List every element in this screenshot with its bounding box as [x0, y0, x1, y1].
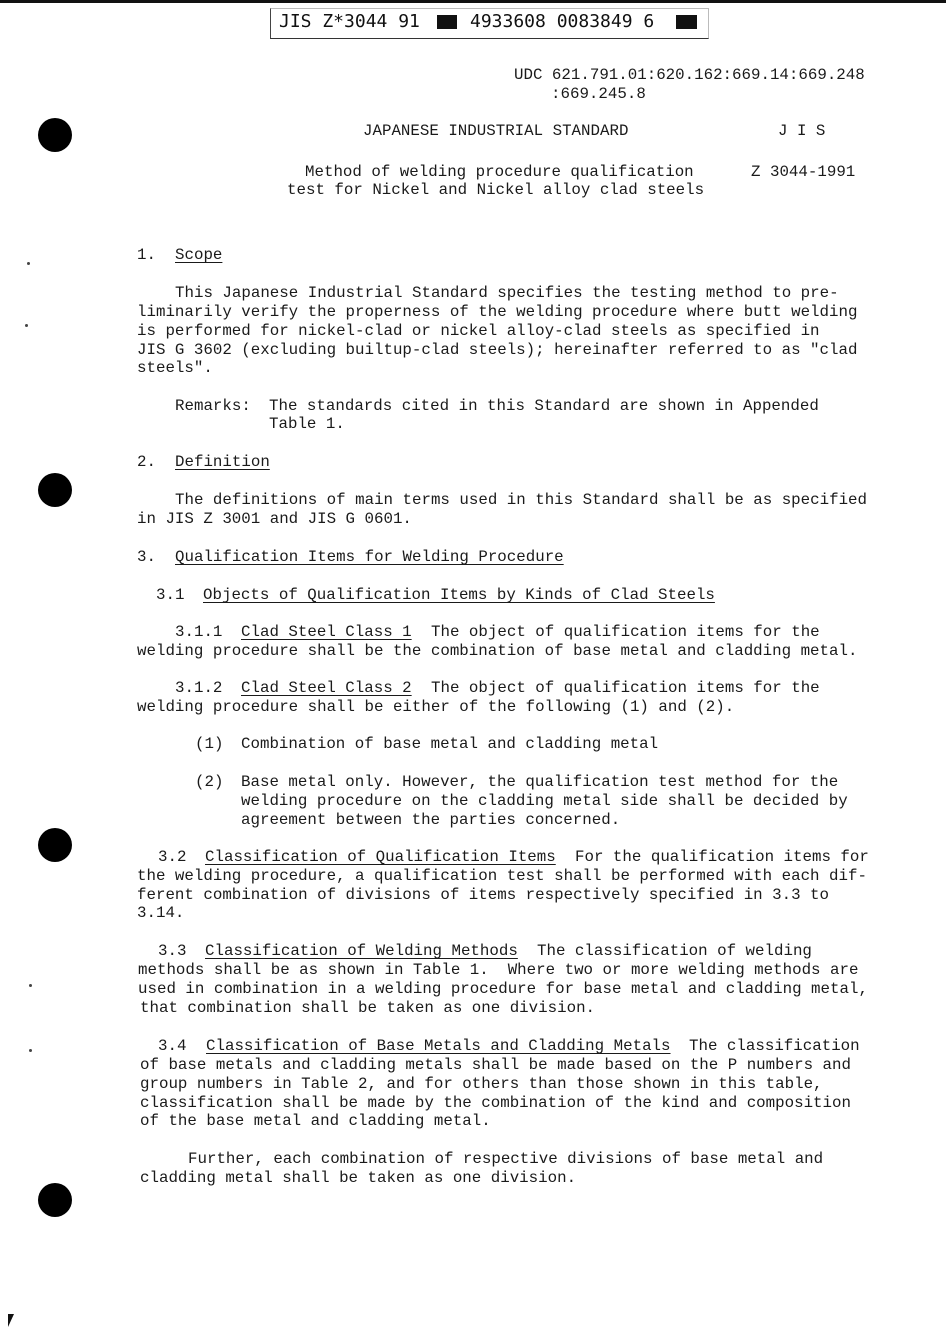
- punch-hole: [38, 828, 72, 862]
- scan-speck: [29, 1049, 32, 1052]
- udc-line-1: UDC 621.791.01:620.162:669.14:669.248: [514, 66, 865, 84]
- subsection-title: Classification of Base Metals and Cladding Metals: [206, 1037, 671, 1055]
- subsection-number: 3.2: [158, 848, 187, 866]
- list-item-number: (1): [195, 735, 224, 753]
- punch-hole: [38, 118, 72, 152]
- section-number: 2.: [137, 453, 156, 471]
- subsection-title: Classification of Welding Methods: [205, 942, 518, 960]
- paragraph-line: methods shall be as shown in Table 1. Where two or more welding methods are: [138, 961, 859, 979]
- clause-number: 3.1.2: [175, 679, 223, 697]
- scan-corner-mark: [8, 1314, 14, 1327]
- barcode-block: [676, 15, 697, 29]
- clause-number: 3.1.1: [175, 623, 223, 641]
- list-item-line: Combination of base metal and cladding metal: [241, 735, 659, 753]
- paragraph-line: welding procedure shall be the combination of base metal and cladding metal.: [137, 642, 858, 660]
- jis-mark: J I S: [778, 122, 826, 140]
- paragraph-line: welding procedure shall be either of the following (1) and (2).: [137, 698, 735, 716]
- paragraph-line: liminarily verify the properness of the welding procedure where butt welding: [137, 303, 858, 321]
- subsection-title: Classification of Qualification Items: [205, 848, 556, 866]
- remarks-line: The standards cited in this Standard are shown in Appended: [269, 397, 819, 415]
- scan-top-border: [0, 0, 946, 3]
- title-line-1: Method of welding procedure qualification: [305, 163, 694, 181]
- paragraph-line: The object of qualification items for the: [431, 679, 820, 697]
- standard-number: Z 3044-1991: [751, 163, 856, 181]
- paragraph-line: in JIS Z 3001 and JIS G 0601.: [137, 510, 412, 528]
- remarks-label: Remarks:: [175, 397, 251, 415]
- standard-name: JAPANESE INDUSTRIAL STANDARD: [363, 122, 629, 140]
- paragraph-line: The classification: [689, 1037, 860, 1055]
- paragraph-line: used in combination in a welding procedure for base metal and cladding metal,: [138, 980, 868, 998]
- paragraph-line: The classification of welding: [537, 942, 812, 960]
- punch-hole: [38, 473, 72, 507]
- scan-speck: [27, 262, 30, 265]
- paragraph-line: steels".: [137, 359, 213, 377]
- paragraph-line: JIS G 3602 (excluding builtup-clad steels); hereinafter referred to as "clad: [137, 341, 858, 359]
- clause-title: Clad Steel Class 1: [241, 623, 412, 641]
- remarks-line: Table 1.: [269, 415, 345, 433]
- paragraph-line: is performed for nickel-clad or nickel alloy-clad steels as specified in: [137, 322, 820, 340]
- paragraph-line: The object of qualification items for the: [431, 623, 820, 641]
- subsection-number: 3.3: [158, 942, 187, 960]
- catalogue-code: JIS Z*3044 91: [279, 11, 420, 32]
- catalogue-numbers: 4933608 0083849 6: [470, 11, 655, 32]
- list-item-number: (2): [195, 773, 224, 791]
- subsection-number: 3.1: [156, 586, 185, 604]
- list-item-line: agreement between the parties concerned.: [241, 811, 621, 829]
- paragraph-line: the welding procedure, a qualification test shall be performed with each dif-: [137, 867, 867, 885]
- paragraph-line: ferent combination of divisions of items respectively specified in 3.3 to: [137, 886, 830, 904]
- punch-hole: [38, 1183, 72, 1217]
- scan-speck: [25, 324, 28, 327]
- clause-title: Clad Steel Class 2: [241, 679, 412, 697]
- section-title: Scope: [175, 246, 223, 264]
- scan-speck: [29, 984, 32, 987]
- paragraph-line: For the qualification items for: [575, 848, 869, 866]
- subsection-title: Objects of Qualification Items by Kinds of Clad Steels: [203, 586, 715, 604]
- udc-line-2: :669.245.8: [551, 85, 646, 103]
- section-number: 3.: [137, 548, 156, 566]
- paragraph-line: The definitions of main terms used in this Standard shall be as specified: [175, 491, 868, 509]
- paragraph-line: 3.14.: [137, 904, 185, 922]
- paragraph-line: that combination shall be taken as one division.: [140, 999, 596, 1017]
- paragraph-line: of the base metal and cladding metal.: [140, 1112, 491, 1130]
- title-line-2: test for Nickel and Nickel alloy clad steels: [287, 181, 705, 199]
- section-number: 1.: [137, 246, 156, 264]
- paragraph-line: cladding metal shall be taken as one division.: [140, 1169, 577, 1187]
- section-title: Definition: [175, 453, 270, 471]
- paragraph-line: of base metals and cladding metals shall be made based on the P numbers and: [140, 1056, 851, 1074]
- list-item-line: welding procedure on the cladding metal side shall be decided by: [241, 792, 848, 810]
- paragraph-line: This Japanese Industrial Standard specifies the testing method to pre-: [175, 284, 839, 302]
- barcode-block: [437, 15, 457, 29]
- paragraph-line: Further, each combination of respective divisions of base metal and: [188, 1150, 824, 1168]
- paragraph-line: classification shall be made by the combination of the kind and composition: [140, 1094, 851, 1112]
- list-item-line: Base metal only. However, the qualification test method for the: [241, 773, 839, 791]
- paragraph-line: group numbers in Table 2, and for others than those shown in this table,: [140, 1075, 823, 1093]
- section-title: Qualification Items for Welding Procedure: [175, 548, 564, 566]
- subsection-number: 3.4: [158, 1037, 187, 1055]
